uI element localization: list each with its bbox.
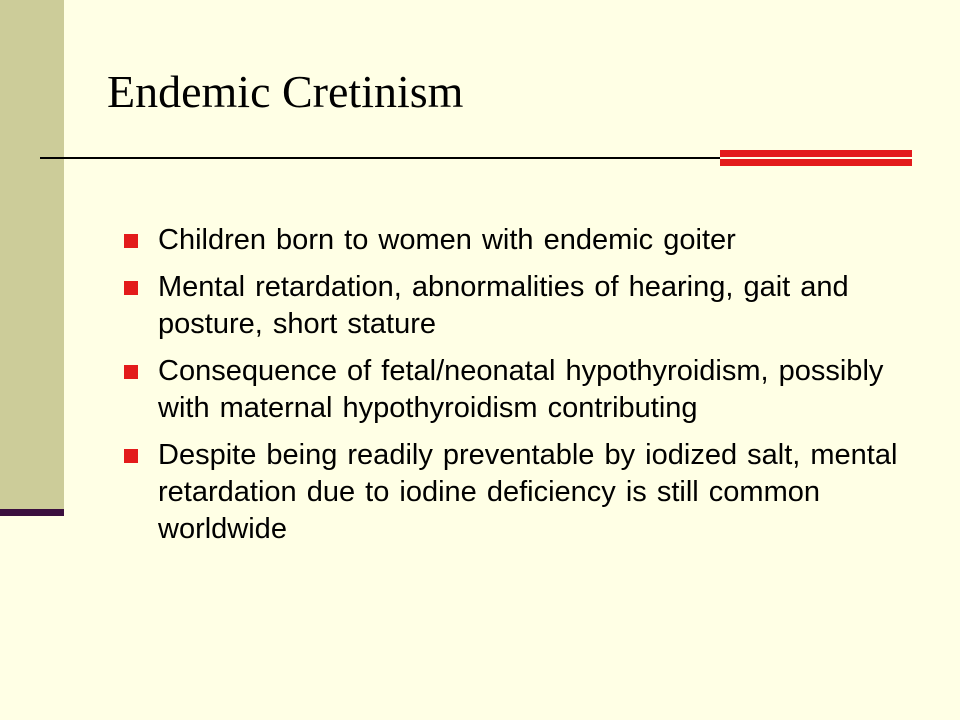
bullet-text: Mental retardation, abnormalities of hearing, gait and posture, short stature [158,271,849,340]
slide-title: Endemic Cretinism [107,66,464,117]
title-rule [40,157,720,159]
bullet-text: Despite being readily preventable by iodized salt, mental retardation due to iodine deficiency is still common worldwide [158,439,898,545]
bullet-text: Consequence of fetal/neonatal hypothyroidism, possibly with maternal hypothyroidism contributing [158,355,884,424]
square-bullet-icon [124,281,138,295]
bullet-list [124,222,904,558]
accent-bar [720,150,912,166]
square-bullet-icon [124,365,138,379]
square-bullet-icon [124,449,138,463]
decorative-side-bar [0,0,64,512]
bullet-text: Children born to women with endemic goiter [158,224,736,256]
square-bullet-icon [124,234,138,248]
decorative-side-bar-underline [0,509,64,516]
bullet-item [124,437,904,548]
bullet-item [124,269,904,343]
bullet-item [124,353,904,427]
bullet-item [124,222,904,259]
